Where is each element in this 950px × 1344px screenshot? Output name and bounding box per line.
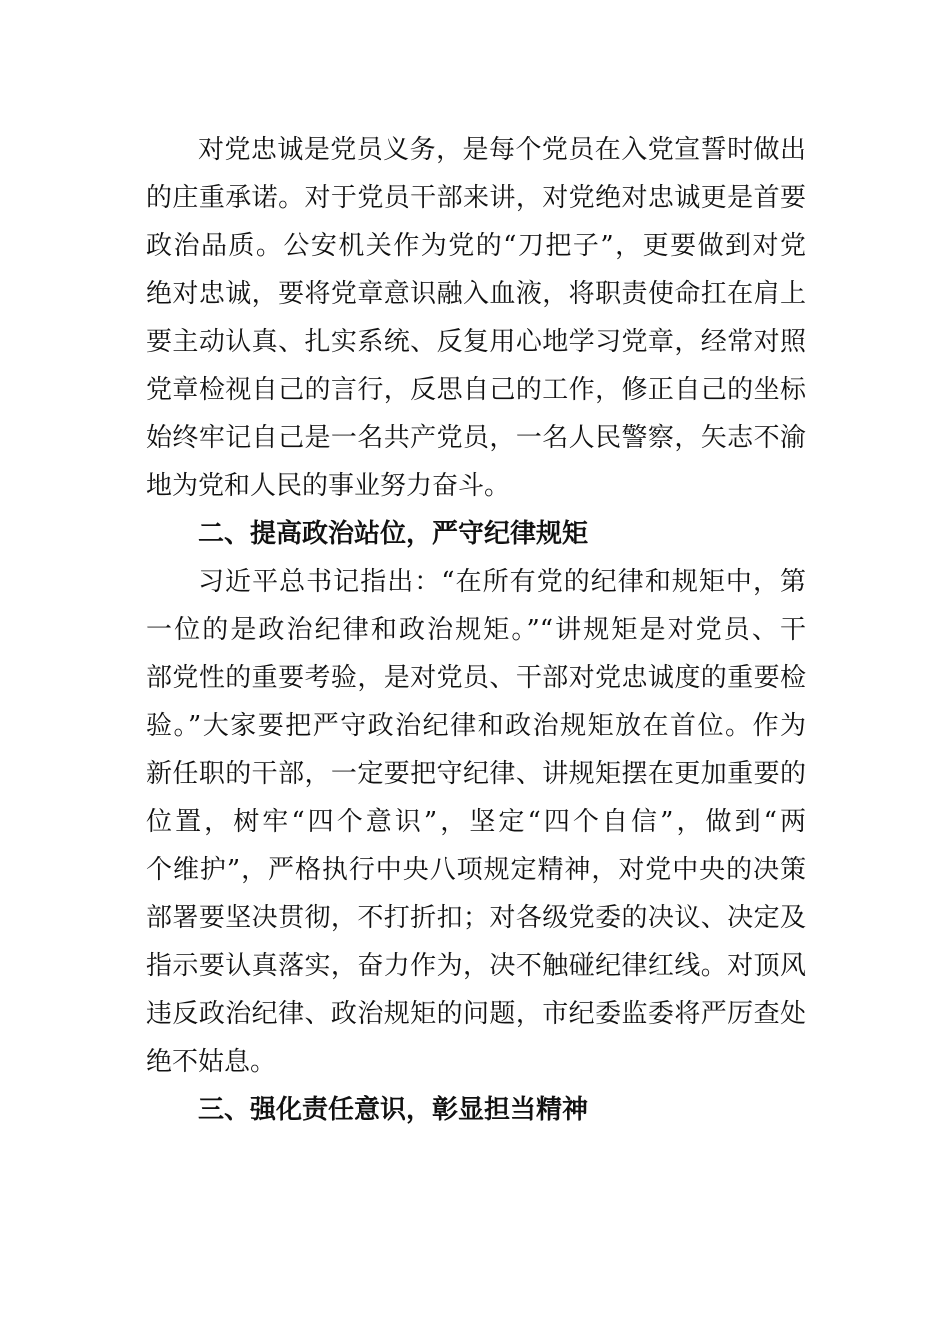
section-heading-3: 三、强化责任意识，彰显担当精神 — [198, 1095, 589, 1125]
text-line: 的庄重承诺。对于党员干部来讲，对党绝对忠诚更是首要 — [146, 183, 806, 213]
text-line: 位置，树牢“四个意识”，坚定“四个自信”，做到“两 — [146, 807, 806, 837]
text-line: 一位的是政治纪律和政治规矩。”“讲规矩是对党员、干 — [146, 615, 806, 645]
paragraph-loyalty — [146, 126, 806, 510]
text-line: 绝对忠诚，要将党章意识融入血液，将职责使命扛在肩上 — [146, 279, 806, 309]
text-line: 验。”大家要把严守政治纪律和政治规矩放在首位。作为 — [146, 711, 806, 741]
text-line: 政治品质。公安机关作为党的“刀把子”，更要做到对党 — [146, 231, 806, 261]
text-line: 始终牢记自己是一名共产党员，一名人民警察，矢志不渝 — [146, 423, 806, 453]
text-line: 要主动认真、扎实系统、反复用心地学习党章，经常对照 — [146, 327, 806, 357]
text-line: 违反政治纪律、政治规矩的问题，市纪委监委将严厉查处 — [146, 999, 806, 1029]
text-line: 新任职的干部，一定要把守纪律、讲规矩摆在更加重要的 — [146, 759, 806, 789]
text-line: 部署要坚决贯彻，不打折扣；对各级党委的决议、决定及 — [146, 903, 806, 933]
text-line: 习近平总书记指出：“在所有党的纪律和规矩中，第 — [198, 567, 806, 597]
paragraph-discipline — [146, 558, 806, 1086]
text-line: 个维护”，严格执行中央八项规定精神，对党中央的决策 — [146, 855, 806, 885]
text-line: 地为党和人民的事业努力奋斗。 — [146, 471, 511, 501]
text-line: 党章检视自己的言行，反思自己的工作，修正自己的坐标 — [146, 375, 806, 405]
document-page — [146, 126, 806, 1134]
text-line: 部党性的重要考验，是对党员、干部对党忠诚度的重要检 — [146, 663, 806, 693]
text-line: 指示要认真落实，奋力作为，决不触碰纪律红线。对顶风 — [146, 951, 806, 981]
text-line: 绝不姑息。 — [146, 1047, 277, 1077]
section-heading-2: 二、提高政治站位，严守纪律规矩 — [198, 519, 589, 549]
text-line: 对党忠诚是党员义务，是每个党员在入党宣誓时做出 — [198, 135, 806, 165]
